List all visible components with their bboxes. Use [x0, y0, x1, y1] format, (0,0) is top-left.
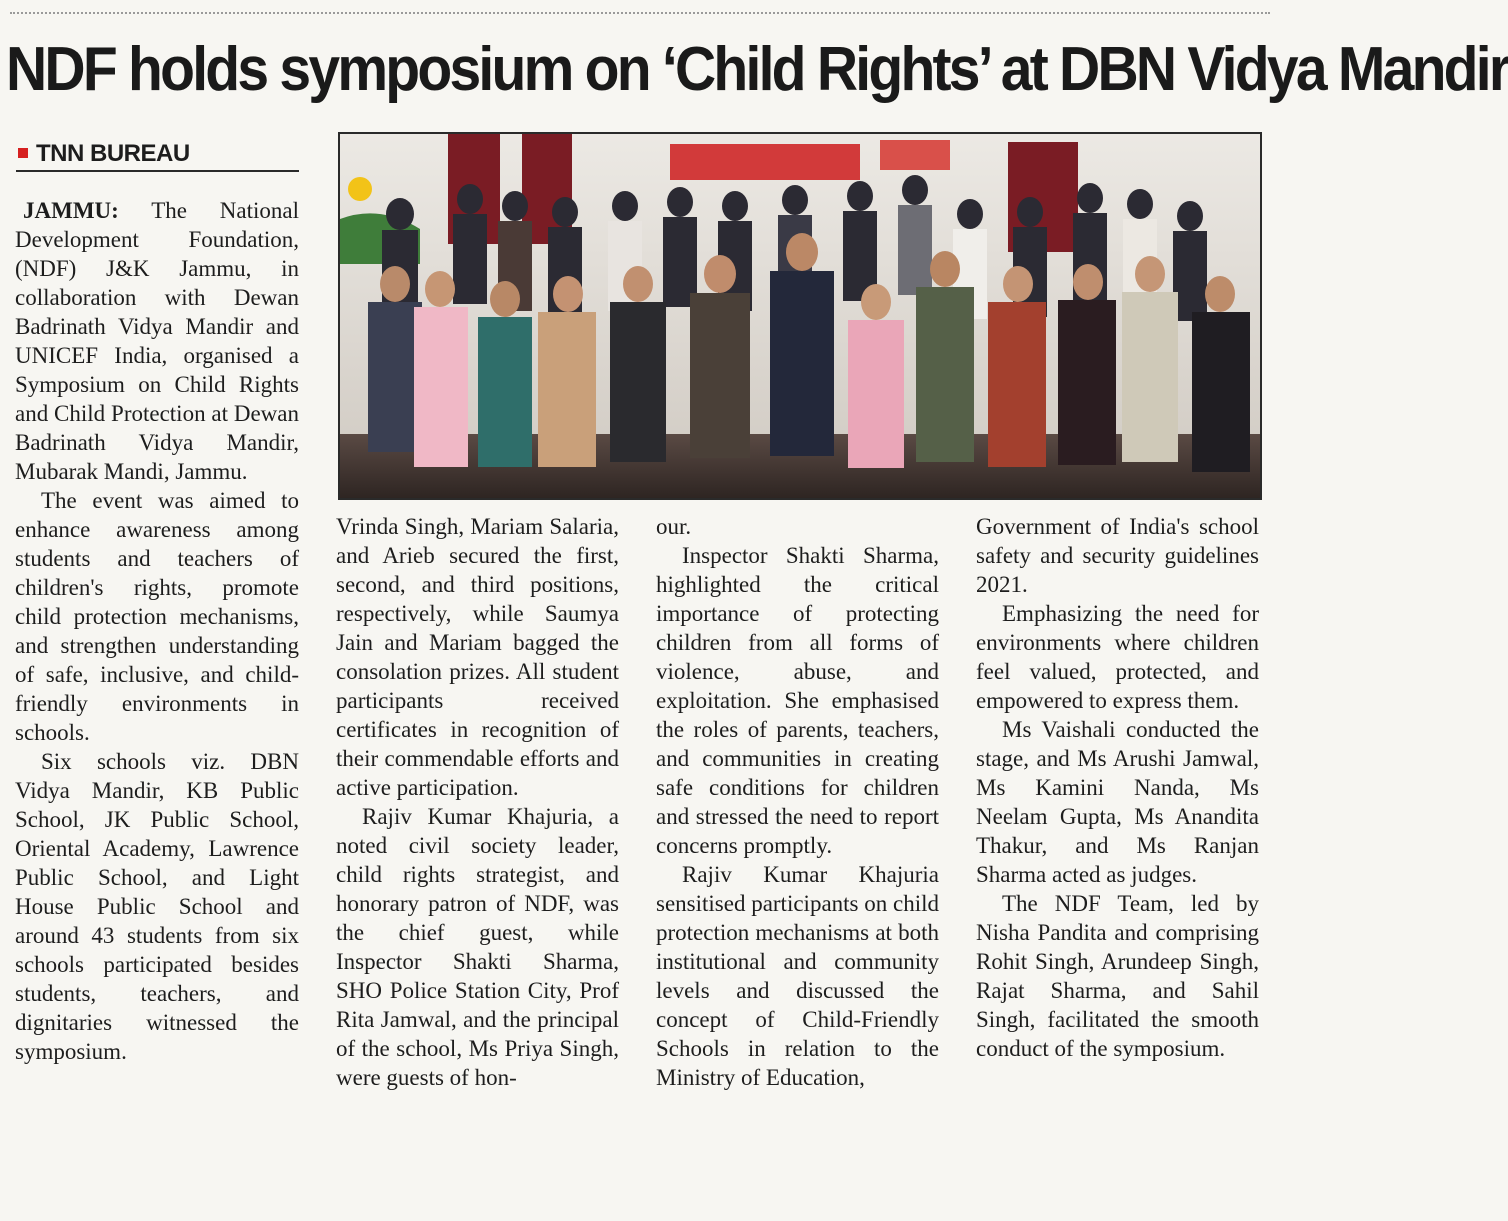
article-paragraph: Rajiv Kumar Khajuria, a noted civil society leader, child rights strategist, and honorary patron of NDF, was the chief guest, while Inspector Shakti Sharma, SHO Police Station City, Prof Rita Jamwal, and the principal of the school, Ms Priya Singh, were guests of hon- [336, 804, 619, 1090]
group-photo [338, 132, 1262, 500]
byline-text: TNN BUREAU [36, 140, 190, 167]
article-paragraph [15, 196, 299, 486]
article-paragraph: our. [656, 514, 692, 539]
article-paragraph: Rajiv Kumar Khajuria sensitised participants on child protection mechanisms at both institutional and community levels and discussed the concept of Child-Friendly Schools in relation to the Ministry of Education, [656, 862, 939, 1090]
headline: NDF holds symposium on ‘Child Rights’ at DBN Vidya Mandir [6, 35, 1508, 104]
top-dotted-rule [10, 12, 1270, 14]
paragraph-text: The National Development Foundation, (NDF) J&K Jammu, in collaboration with Dewan Badrinath Vidya Mandir and UNICEF India, organised a Symposium on Child Rights and Child Protection at Dewan Badrinath Vidya Mandir, Mubarak Mandi, Jammu. [15, 198, 299, 484]
article-column-3 [656, 512, 939, 1192]
article-paragraph: Vrinda Singh, Mariam Salaria, and Arieb secured the first, second, and third positions, respectively, while Saumya Jain and Mariam bagged the consolation prizes. All student participants received certificates in recognition of their commendable efforts and active participation. [336, 514, 619, 800]
article-column-4 [976, 512, 1259, 1192]
dateline: JAMMU: [23, 198, 119, 223]
article-paragraph: Inspector Shakti Sharma, highlighted the critical importance of protecting children from all forms of violence, abuse, and exploitation. She emphasised the roles of parents, teachers, and communities in creating safe conditions for children and stressed the need to report concerns promptly. [656, 543, 939, 858]
stage-banner [670, 144, 860, 180]
byline-marker-icon [18, 148, 28, 158]
article-column-1 [15, 196, 299, 1196]
article-paragraph: Six schools viz. DBN Vidya Mandir, KB Public School, JK Public School, Oriental Academy, Lawrence Public School, and Light House Public School and around 43 students from six schools participated besides students, teachers, and dignitaries witnessed the symposium. [15, 749, 299, 1064]
group-photo-illustration [340, 134, 1260, 498]
article-paragraph: Government of India's school safety and security guidelines 2021. [976, 514, 1259, 597]
article-paragraph: The event was aimed to enhance awareness among students and teachers of children's rights, promote child protection mechanisms, and strengthen understanding of safe, inclusive, and child-friendly environments in schools. [15, 488, 299, 745]
article-paragraph: The NDF Team, led by Nisha Pandita and comprising Rohit Singh, Arundeep Singh, Rajat Sharma, and Sahil Singh, facilitated the smooth conduct of the symposium. [976, 891, 1259, 1061]
article-paragraph: Emphasizing the need for environments where children feel valued, protected, and empowered to express them. [976, 601, 1259, 713]
byline [16, 140, 299, 172]
article-paragraph: Ms Vaishali conducted the stage, and Ms Arushi Jamwal, Ms Kamini Nanda, Ms Neelam Gupta, Ms Anandita Thakur, and Ms Ranjan Sharma acted as judges. [976, 717, 1259, 887]
article-column-2 [336, 512, 619, 1192]
